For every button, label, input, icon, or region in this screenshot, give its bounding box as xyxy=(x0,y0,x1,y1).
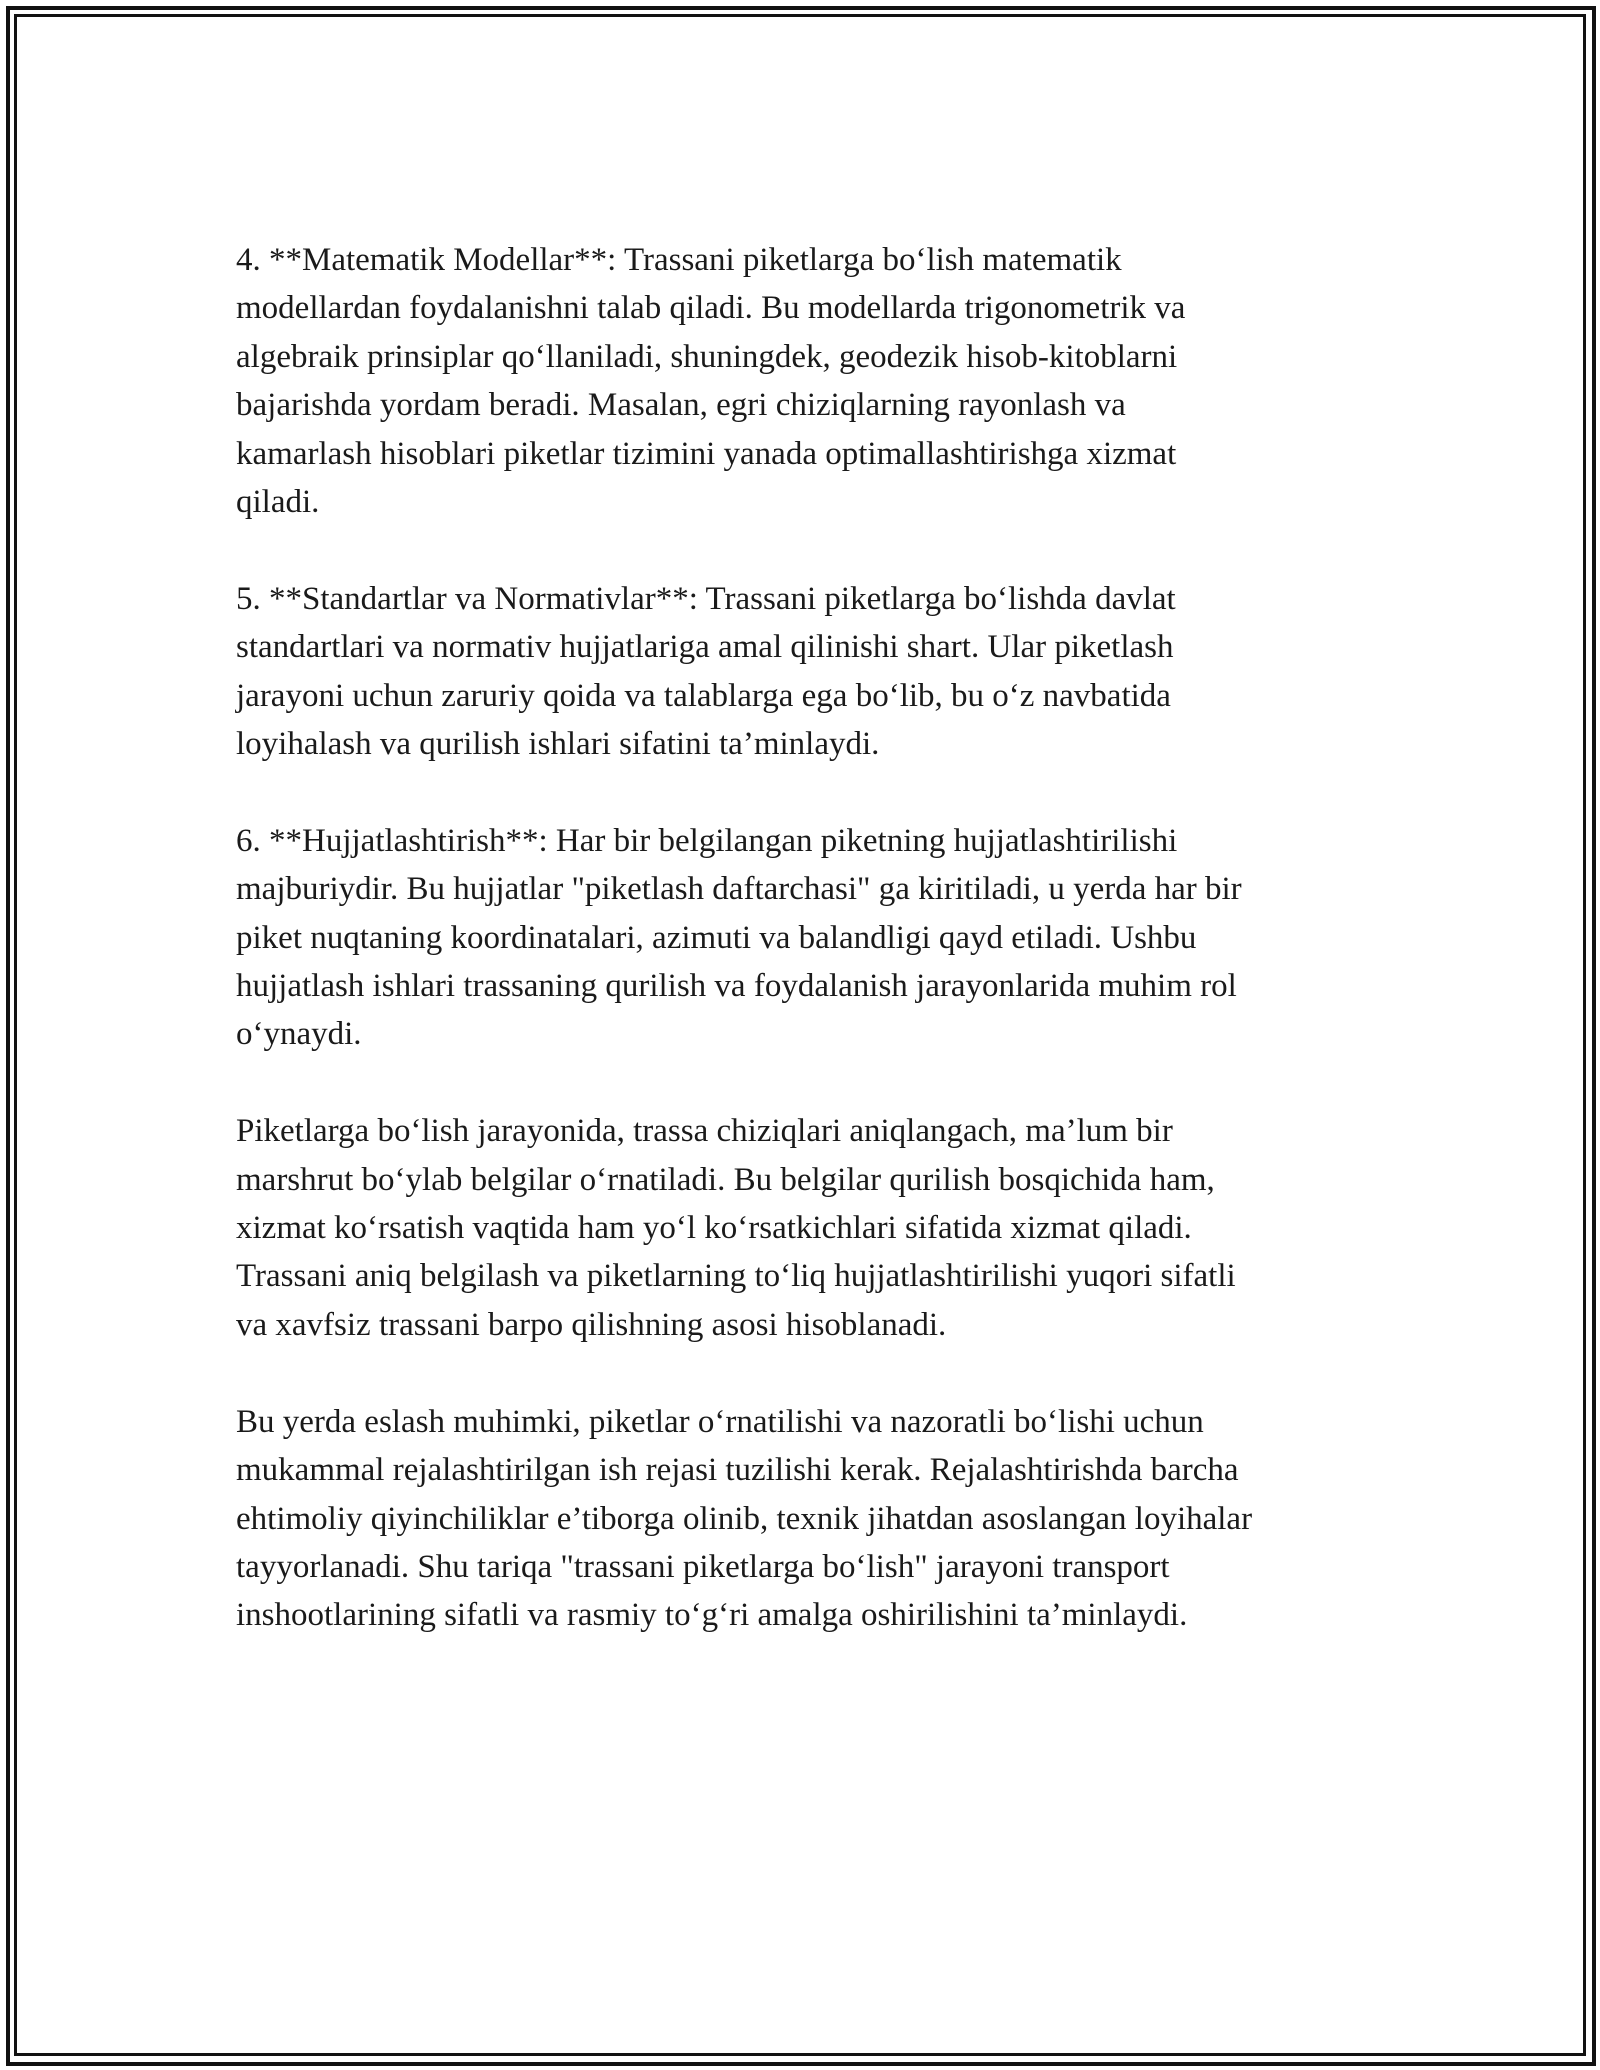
paragraph-hujjatlashtirish: 6. **Hujjatlashtirish**: Har bir belgilangan piketning hujjatlashtirilishi majburiydir. Bu hujjatlar "piketlash daftarchasi" ga kiritiladi, u yerda har bir piket nuqtaning koordinatalari, azimuti va balandligi qayd etiladi. Ushbu hujjatlash ishlari trassaning qurilish va foydalanish jarayonlarida muhim rol o‘ynaydi. xyxy=(236,822,1242,1053)
document-body xyxy=(236,236,1396,1640)
paragraph-piketlarga-bolish-jarayoni: Piketlarga bo‘lish jarayonida, trassa chiziqlari aniqlangach, ma’lum bir marshrut bo‘ylab belgilar o‘rnatiladi. Bu belgilar qurilish bosqichida ham, xizmat ko‘rsatish vaqtida ham yo‘l ko‘rsatkichlari sifatida xizmat qiladi. Trassani aniq belgilash va piketlarning to‘liq hujjatlashtirilishi yuqori sifatli va xavfsiz trassani barpo qilishning asosi hisoblanadi. xyxy=(236,1113,1236,1343)
paragraph-rejalashtirish: Bu yerda eslash muhimki, piketlar o‘rnatilishi va nazoratli bo‘lishi uchun mukammal rejalashtirilgan ish rejasi tuzilishi kerak. Rejalashtirishda barcha ehtimoliy qiyinchiliklar e’tiborga olinib, texnik jihatdan asoslangan loyihalar tayyorlanadi. Shu tariqa "trassani piketlarga bo‘lish" jarayoni transport inshootlarining sifatli va rasmiy to‘g‘ri amalga oshirilishini ta’minlaydi. xyxy=(236,1403,1253,1634)
paragraph-standartlar-va-normativlar: 5. **Standartlar va Normativlar**: Trassani piketlarga bo‘lishda davlat standartlari va normativ hujjatlariga amal qilinishi shart. Ular piketlash jarayoni uchun zaruriy qoida va talablarga ega bo‘lib, bu o‘z navbatida loyihalash va qurilish ishlari sifatini ta’minlaydi. xyxy=(236,580,1176,763)
paragraph-matematik-modellar: 4. **Matematik Modellar**: Trassani piketlarga bo‘lish matematik modellardan foydalanishni talab qiladi. Bu modellarda trigonometrik va algebraik prinsiplar qo‘llaniladi, shuningdek, geodezik hisob-kitoblarni bajarishda yordam beradi. Masalan, egri chiziqlarning rayonlash va kamarlash hisoblari piketlar tizimini yanada optimallashtirishga xizmat qiladi. xyxy=(236,242,1186,521)
